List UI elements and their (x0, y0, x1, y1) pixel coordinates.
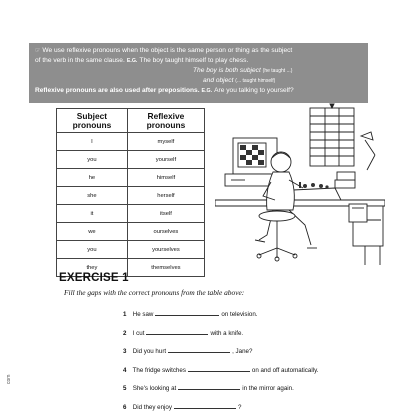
grammar-rule-box (29, 43, 368, 103)
rule-line-4: and object (... taught himself) (35, 76, 362, 86)
chessboard-on-desk (289, 188, 341, 200)
exercise-list (123, 309, 318, 420)
pointing-hand-icon: ☞ (35, 48, 40, 54)
subject-cell: it (57, 205, 128, 223)
side-margin-text: com (6, 375, 12, 384)
table-row (57, 223, 205, 241)
reflexive-cell: myself (127, 133, 204, 151)
table-row (57, 241, 205, 259)
table-row (57, 205, 205, 223)
chess-book (349, 204, 367, 222)
reflexive-cell: itself (127, 205, 204, 223)
answer-gap[interactable] (188, 365, 250, 372)
subject-cell: you (57, 241, 128, 259)
rule-line-1: ☞ We use reflexive pronouns when the object is the same person or thing as the subject (35, 46, 362, 56)
subject-cell: you (57, 151, 128, 169)
table-row (57, 151, 205, 169)
reflexive-cell: ourselves (127, 223, 204, 241)
reflexive-cell: themselves (127, 259, 204, 277)
reflexive-cell: yourselves (127, 241, 204, 259)
header-reflexive-pronouns: Reflexive pronouns (127, 109, 204, 133)
answer-gap[interactable] (174, 402, 236, 409)
subject-cell: they (57, 259, 128, 277)
answer-gap[interactable] (178, 383, 240, 390)
header-subject-pronouns: Subject pronouns (57, 109, 128, 133)
table-row (57, 133, 205, 151)
subject-cell: she (57, 187, 128, 205)
subject-cell: he (57, 169, 128, 187)
table-header-row (57, 109, 205, 133)
table-row (57, 169, 205, 187)
list-item: 5 She's looking at in the mirror again. (123, 383, 318, 402)
exercise-instruction: Fill the gaps with the correct pronouns from the table above: (64, 288, 244, 297)
list-item: 1 He saw on television. (123, 309, 318, 328)
subject-cell: we (57, 223, 128, 241)
subject-cell: I (57, 133, 128, 151)
list-item: 2 I cut with a knife. (123, 328, 318, 347)
boy-head (271, 152, 291, 172)
list-item: 3 Did you hurt , Jane? (123, 346, 318, 365)
answer-gap[interactable] (168, 346, 230, 353)
reflexive-cell: yourself (127, 151, 204, 169)
answer-gap[interactable] (155, 309, 219, 316)
list-item: 6 Did they enjoy ? (123, 402, 318, 420)
rule-line-3: The boy is both subject (he taught ...) (35, 66, 362, 76)
list-item: 4 The fridge switches on and off automatically. (123, 365, 318, 384)
pronoun-table (56, 108, 205, 277)
wall-chart (310, 108, 354, 166)
rule-line-5: Reflexive pronouns are also used after prepositions. E.G. Are you talking to yourself? (35, 86, 362, 96)
office-chair (259, 211, 295, 221)
rule-line-2: of the verb in the same clause. E.G. The boy taught himself to play chess. (35, 56, 362, 66)
boy-playing-chess-illustration (215, 100, 385, 270)
answer-gap[interactable] (146, 328, 208, 335)
table-row (57, 187, 205, 205)
exercise-title: EXERCISE 1 (59, 272, 129, 284)
reflexive-cell: himself (127, 169, 204, 187)
boy-body (267, 172, 295, 210)
reflexive-cell: herself (127, 187, 204, 205)
